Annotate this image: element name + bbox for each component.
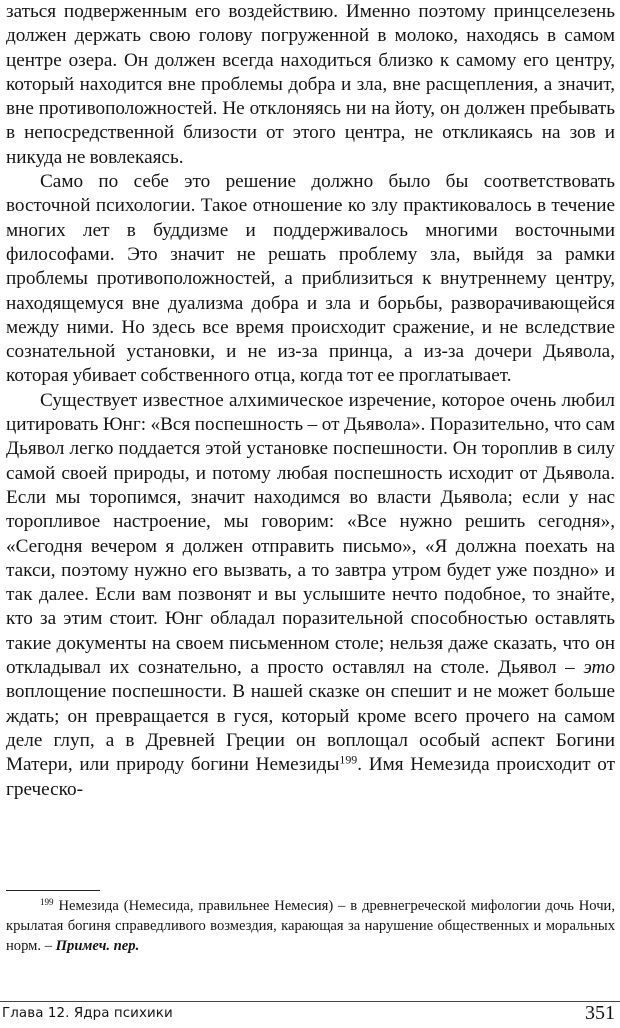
footnote-separator: [6, 890, 100, 891]
footer-divider: [0, 1001, 620, 1002]
paragraph-3: [6, 389, 615, 802]
running-footer: [0, 1003, 620, 1027]
footnote-199: [6, 896, 615, 956]
paragraph-3-text-end: . Имя Немезида происходит от греческо-: [6, 754, 615, 800]
emphasis-eto: это: [583, 657, 615, 679]
footnote-number: 199: [40, 897, 54, 908]
footnote-text: Немезида (Немесида, правильнее Немесия) – в древнегреческой мифологии дочь Ночи, крылатая богиня справедливого возмездия, карающая за нарушение общественных и моральных норм. –: [6, 898, 615, 954]
translator-note-label: Примеч. пер.: [55, 938, 140, 954]
footnote-reference[interactable]: 199: [339, 752, 358, 767]
paragraph-2: Само по себе это решение должно было бы соответствовать восточной психологии. Такое отношение ко злу практиковалось в течение многих лет в буддизме и поддерживалось многими восточными философами. Это значит не решать проблему зла, выйдя за рамки проблемы противоположностей, а приблизиться к внутреннему центру, находящемуся вне дуализма добра и зла и борьбы, разворачивающейся между ними. Но здесь все время происходит сражение, и не вследствие сознательной установки, и не из-за принца, а из-за дочери Дьявола, которая убивает собственного отца, когда тот ее проглатывает.: [6, 171, 615, 387]
page-number: 351: [585, 1002, 615, 1024]
paragraph-1: заться подверженным его воздействию. Именно поэтому принцселезень должен держать свою голову погруженной в молоко, находясь в самом центре озера. Он должен всегда находиться близко к самому его центру, который находится вне проблемы добра и зла, вне расщепления, а значит, вне противоположностей. Не отклоняясь ни на йоту, он должен пребывать в непосредственной близости от этого центра, не откликаясь на зов и никуда не вовлекаясь.: [6, 1, 615, 168]
main-text: [6, 0, 615, 802]
paragraph-3-text-middle: воплощение поспешности. В нашей сказке он спешит и не может больше ждать; он превращается в гуся, который кроме всего прочего на самом деле глуп, а в Древней Греции он воплощал особый аспект Богини Матери, или природу богини Немезиды: [6, 681, 615, 776]
chapter-title: Глава 12. Ядра психики: [2, 1006, 173, 1021]
paragraph-3-text-start: Существует известное алхимическое изречение, которое очень любил цитировать Юнг: «Вся поспешность – от Дьявола». Поразительно, что сам Дьявол легко поддается этой установке поспешности. Он тороплив в силу самой своей природы, и потому любая поспешность исходит от Дьявола. Если мы торопимся, значит находимся во власти Дьявола; если у нас торопливое настроение, мы говорим: «Все нужно решить сегодня», «Сегодня вечером я должен отправить письмо», «Я должна поехать на такси, поэтому нужно его вызвать, а то завтра утром будет уже поздно» и так далее. Если вам позвонят и вы услышите нечто подобное, то знайте, кто за этим стоит. Юнг обладал поразительной способностью оставлять такие документы на своем письменном столе; нельзя даже сказать, что он откладывал их сознательно, а просто оставлял на столе. Дьявол –: [6, 389, 615, 679]
